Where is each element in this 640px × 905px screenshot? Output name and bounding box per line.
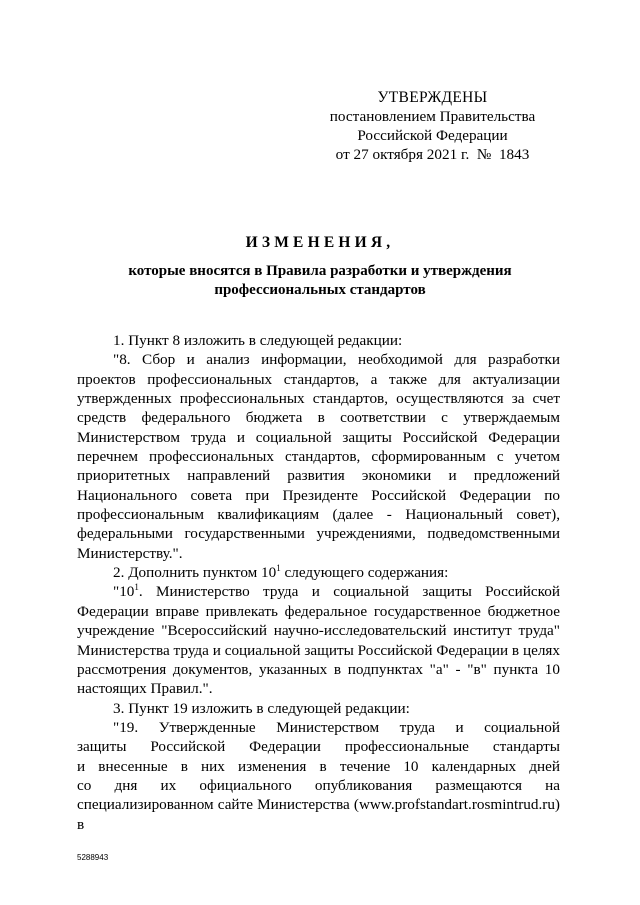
- item-2-intro-a: 2. Дополнить пунктом 10: [113, 564, 277, 582]
- superscript: 1: [276, 563, 281, 574]
- superscript: 1: [134, 582, 139, 593]
- item-2-intro: [77, 563, 560, 582]
- approval-line-1: постановлением Правительства: [329, 108, 536, 125]
- item10-line: Федерации вправе привлекать федеральное государственное бюджетное: [77, 602, 560, 620]
- item8-line: профессиональным квалификациям (далее - Национальный совет),: [77, 506, 560, 524]
- item10-line: учреждение "Всероссийский научно-исследовательский институт труда": [77, 622, 560, 640]
- item19-line: со дня их официального опубликования размещаются на: [77, 776, 560, 794]
- item19-line: защиты Российской Федерации профессиональные стандарты: [77, 738, 560, 756]
- item-1-intro: 1. Пункт 8 изложить в следующей редакции:: [113, 332, 403, 349]
- item10-line: [77, 582, 560, 601]
- subtitle-line-2: профессиональных стандартов: [214, 282, 426, 298]
- item10-line: Министерства труда и социальной защиты Российской Федерации в целях: [77, 641, 560, 659]
- item8-line: проектов профессиональных стандартов, а также для актуализации: [77, 370, 560, 388]
- item8-line: перечнем профессиональных стандартов, сформированным с учетом: [77, 448, 560, 466]
- item-3-intro: 3. Пункт 19 изложить в следующей редакции:: [113, 699, 410, 717]
- item8-line: приоритетных направлений развития экономики и предложений: [77, 467, 560, 485]
- item19-line: и внесенные в них изменения в течение 10 календарных дней: [77, 757, 560, 775]
- document-title: ИЗМЕНЕНИЯ,: [245, 234, 395, 251]
- item8-line: федеральными государственными учреждениями, подведомственными: [77, 525, 560, 543]
- item8-line: Национального совета при Президенте Российской Федерации по: [77, 486, 560, 504]
- item10-line: рассмотрения документов, указанных в подпунктах "а" - "в" пункта 10: [77, 660, 560, 678]
- approval-line-3: от 27 октября 2021 г. № 1843: [335, 146, 530, 163]
- item10-first-a: "10: [113, 583, 135, 601]
- item10-line: настоящих Правил.".: [77, 680, 213, 698]
- approved-heading: УТВЕРЖДЕНЫ: [377, 89, 488, 106]
- document-body: [77, 331, 560, 834]
- item-2-intro-b: следующего содержания:: [280, 564, 449, 582]
- item8-line: средств федерального бюджета в соответствии с утверждаемым: [77, 409, 560, 427]
- document-number: 5288943: [77, 853, 109, 862]
- approval-block: [300, 88, 565, 164]
- item8-line: утвержденных профессиональных стандартов, осуществляются за счет: [77, 390, 560, 408]
- item19-line: "19. Утвержденные Министерством труда и социальной: [113, 718, 560, 736]
- subtitle-line-1: которые вносятся в Правила разработки и утверждения: [128, 263, 512, 279]
- item8-line: "8. Сбор и анализ информации, необходимой для разработки: [113, 351, 560, 369]
- approval-line-2: Российской Федерации: [357, 127, 508, 144]
- item8-line: Министерством труда и социальной защиты Российской Федерации: [77, 428, 560, 446]
- item19-line: специализированном сайте Министерства (www.profstandart.rosmintrud.ru) в: [77, 796, 560, 833]
- item10-first-b: . Министерство труда и социальной защиты Российской: [138, 583, 560, 601]
- item8-line: Министерству.".: [77, 544, 183, 562]
- document-subtitle: [80, 262, 560, 300]
